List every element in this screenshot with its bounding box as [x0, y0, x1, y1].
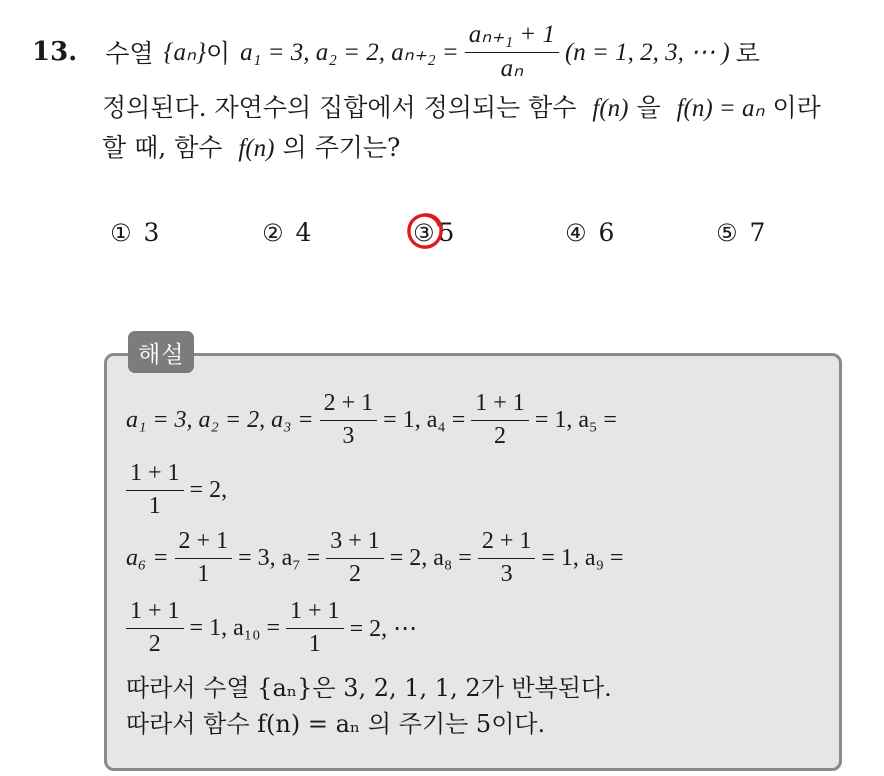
solution-fraction — [175, 528, 233, 588]
choice-1[interactable] — [110, 218, 159, 247]
question-text: 을 — [636, 93, 661, 122]
question-line-3 — [102, 128, 400, 164]
question-line-2 — [102, 88, 821, 124]
choice-marker: ③ — [413, 218, 435, 247]
fraction-denominator: 2 — [348, 560, 361, 587]
solution-math: = 2, a₈ = — [389, 544, 472, 571]
question-text: 이라 — [772, 93, 821, 122]
solution-math: a₆ = — [126, 544, 169, 571]
recurrence-fraction — [465, 21, 559, 84]
question-text: 정의된다. 자연수의 집합에서 정의되는 함수 — [102, 93, 577, 122]
fraction-numerator: 1 + 1 — [286, 598, 344, 629]
choice-3[interactable] — [413, 218, 454, 247]
solution-fraction — [320, 390, 378, 450]
solution-fraction — [471, 390, 529, 450]
fraction-denominator: 2 — [494, 422, 507, 449]
choice-4[interactable] — [565, 218, 614, 247]
fraction-numerator: 3 + 1 — [326, 528, 384, 559]
question-number: 13. — [32, 37, 78, 67]
fraction-denominator: 1 — [197, 560, 210, 587]
question-text: 로 — [735, 39, 760, 68]
choice-value: 4 — [295, 218, 312, 247]
solution-line-3 — [126, 528, 623, 588]
solution-line-1 — [126, 390, 617, 450]
sequence-set: {aₙ} — [163, 39, 207, 66]
choice-marker: ④ — [565, 218, 587, 247]
choice-value: 5 — [438, 218, 455, 247]
choice-marker: ① — [110, 218, 132, 247]
fraction-numerator: 1 + 1 — [471, 390, 529, 421]
answer-choices — [0, 218, 884, 252]
choice-marker: ② — [262, 218, 284, 247]
question-text: 수열 — [105, 39, 154, 68]
function-definition: f(n) = aₙ — [676, 95, 765, 122]
solution-math: = 1, a₉ = — [541, 544, 624, 571]
choice-value: 7 — [749, 218, 766, 247]
fraction-numerator: 1 + 1 — [126, 460, 184, 491]
fraction-denominator: 1 — [148, 492, 161, 519]
question-text: 할 때, 함수 — [102, 133, 223, 162]
choice-marker: ⑤ — [716, 218, 738, 247]
choice-value: 6 — [598, 218, 615, 247]
fraction-denominator: 3 — [500, 560, 513, 587]
solution-fraction — [126, 598, 184, 658]
index-range: (n = 1, 2, 3, ⋯ ) — [564, 39, 730, 66]
fraction-denominator: aₙ — [500, 54, 524, 82]
fraction-numerator: 2 + 1 — [478, 528, 536, 559]
solution-tag: 해설 — [128, 331, 194, 373]
solution-math: = 2, ⋯ — [349, 615, 418, 642]
fraction-numerator: 1 + 1 — [126, 598, 184, 629]
question-line-1 — [32, 22, 760, 82]
solution-fraction — [326, 528, 384, 588]
fraction-denominator: 2 — [148, 630, 161, 657]
solution-fraction — [286, 598, 344, 658]
initial-terms: a₁ = 3, a₂ = 2, aₙ₊₂ = — [240, 39, 459, 66]
solution-math: = 1, a₄ = — [383, 406, 466, 433]
solution-math: = 2, — [189, 476, 228, 503]
solution-math: a₁ = 3, a₂ = 2, a₃ = — [126, 406, 314, 433]
solution-fraction — [126, 460, 184, 520]
solution-fraction — [478, 528, 536, 588]
choice-5[interactable] — [716, 218, 765, 247]
fraction-numerator: 2 + 1 — [175, 528, 233, 559]
solution-math: = 1, a₅ = — [534, 406, 617, 433]
question-text: 의 주기는? — [282, 133, 401, 162]
choice-value: 3 — [143, 218, 160, 247]
fraction-denominator: 1 — [308, 630, 321, 657]
solution-line-5: 따라서 수열 {aₙ}은 3, 2, 1, 1, 2가 반복된다. — [126, 674, 612, 702]
solution-math: = 1, a₁₀ = — [189, 614, 281, 641]
solution-line-4 — [126, 598, 417, 658]
solution-line-6: 따라서 함수 f(n) = aₙ 의 주기는 5이다. — [126, 710, 546, 738]
function-symbol: f(n) — [592, 95, 629, 122]
fraction-numerator: 2 + 1 — [320, 390, 378, 421]
fraction-denominator: 3 — [342, 422, 355, 449]
question-text: 이 — [206, 39, 231, 68]
choice-2[interactable] — [262, 218, 311, 247]
function-symbol: f(n) — [238, 135, 275, 162]
fraction-numerator: aₙ₊₁ + 1 — [465, 21, 559, 53]
solution-math: = 3, a₇ = — [238, 544, 321, 571]
solution-line-2 — [126, 460, 227, 520]
